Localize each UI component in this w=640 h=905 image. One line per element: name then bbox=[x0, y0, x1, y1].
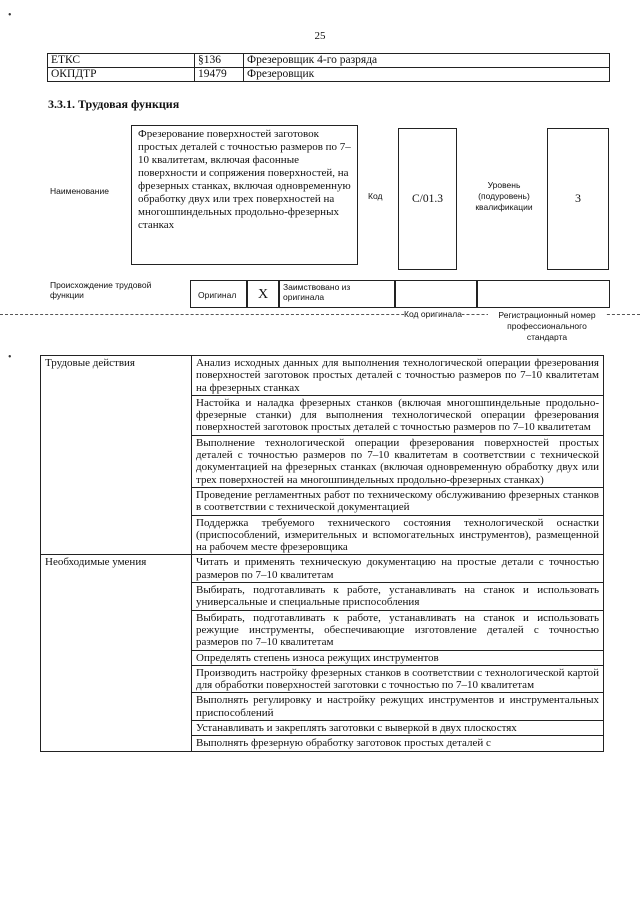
skill-item: Выбирать, подготавливать к работе, устанавливать на станок и использовать режущие инструменты, обеспечивающие изготовление деталей с точностью размеров по 7–10 квалитетам bbox=[192, 610, 604, 650]
labor-function-table bbox=[40, 355, 604, 752]
section-title: 3.3.1. Трудовая функция bbox=[48, 97, 180, 111]
code-original-cell bbox=[395, 280, 477, 308]
skill-item: Устанавливать и закреплять заготовки с выверкой в двух плоскостях bbox=[192, 721, 604, 736]
classification-ref: §136 bbox=[195, 54, 244, 68]
margin-mark: • bbox=[8, 10, 12, 21]
classification-code: ОКПДТР bbox=[48, 68, 195, 82]
category-labor-actions: Трудовые действия bbox=[41, 356, 192, 555]
labor-action-item: Поддержка требуемого технического состояния технологической оснастки (приспособлений, измерительных и вспомогательных инструментов), размещенной на рабочем месте фрезеровщика bbox=[192, 515, 604, 555]
skill-item: Выполнять регулировку и настройку режущих инструментов и инструментальных приспособлений bbox=[192, 693, 604, 721]
table-row bbox=[41, 356, 604, 396]
original-cell bbox=[190, 280, 247, 308]
labor-action-item: Проведение регламентных работ по техническому обслуживанию фрезерных станков в соответствии с технической документацией bbox=[192, 487, 604, 515]
category-required-skills: Необходимые умения bbox=[41, 555, 192, 751]
borrowed-label: Заимствовано из оригинала bbox=[279, 280, 395, 308]
labor-action-item: Выполнение технологической операции фрезерования поверхностей простых деталей с точностью размеров по 7–10 квалитетам в соответствии с технической документацией на фрезерных станках (включая одновременную обработку двух или трех поверхностей на многошпиндельных продольно-фрезерных станках) bbox=[192, 435, 604, 487]
table-row bbox=[48, 68, 610, 82]
reg-number-cell bbox=[477, 280, 610, 308]
level-value: 3 bbox=[547, 128, 609, 270]
classification-name: Фрезеровщик bbox=[244, 68, 610, 82]
labor-action-item: Настойка и наладка фрезерных станков (включая многошпиндельные продольно-фрезерные станки) для выполнения технологической операции фрезерования поверхностей заготовок простых деталей с точностью размеров по 7–10 квалитетам bbox=[192, 395, 604, 435]
origin-row bbox=[190, 280, 610, 308]
code-value: С/01.3 bbox=[398, 128, 457, 270]
skill-item: Читать и применять техническую документацию на простые детали с точностью размеров по 7–10 квалитетам bbox=[192, 555, 604, 583]
original-label: Оригинал bbox=[198, 290, 237, 300]
name-label: Наименование bbox=[50, 186, 109, 196]
table-row bbox=[48, 54, 610, 68]
reg-number-label: Регистрационный номер профессионального стандарта bbox=[488, 310, 606, 343]
page-number: 25 bbox=[314, 30, 326, 42]
skill-item: Производить настройку фрезерных станков в соответствии с технологической картой для обработки поверхностей заготовки с точностью по 7–10 квалитетам bbox=[192, 665, 604, 693]
table-row bbox=[41, 555, 604, 583]
skill-item: Выполнять фрезерную обработку заготовок простых деталей с bbox=[192, 736, 604, 751]
classification-ref: 19479 bbox=[195, 68, 244, 82]
origin-label: Происхождение трудовой функции bbox=[50, 280, 152, 300]
code-original-label: Код оригинала bbox=[404, 309, 462, 319]
code-label: Код bbox=[368, 191, 383, 201]
skill-item: Выбирать, подготавливать к работе, устанавливать на станок и использовать универсальные и специальные приспособления bbox=[192, 583, 604, 611]
margin-mark: • bbox=[8, 352, 12, 363]
classification-table bbox=[47, 53, 610, 82]
skill-item: Определять степень износа режущих инструментов bbox=[192, 650, 604, 665]
original-mark: X bbox=[247, 280, 279, 308]
function-name: Фрезерование поверхностей заготовок простых деталей с точностью размеров по 7–10 квалитетам, включая фасонные поверхности и сопряжения поверхностей, на фрезерных станках, включая одновременную обработку двух или трех поверхностей на многошпиндельных продольно-фрезерных станках bbox=[131, 125, 358, 265]
classification-name: Фрезеровщик 4-го разряда bbox=[244, 54, 610, 68]
level-label: Уровень (подуровень) квалификации bbox=[475, 180, 533, 212]
classification-code: ЕТКС bbox=[48, 54, 195, 68]
labor-action-item: Анализ исходных данных для выполнения технологической операции фрезерования поверхностей заготовок простых деталей с точностью размеров по 7–10 квалитетам на фрезерных станках bbox=[192, 356, 604, 396]
